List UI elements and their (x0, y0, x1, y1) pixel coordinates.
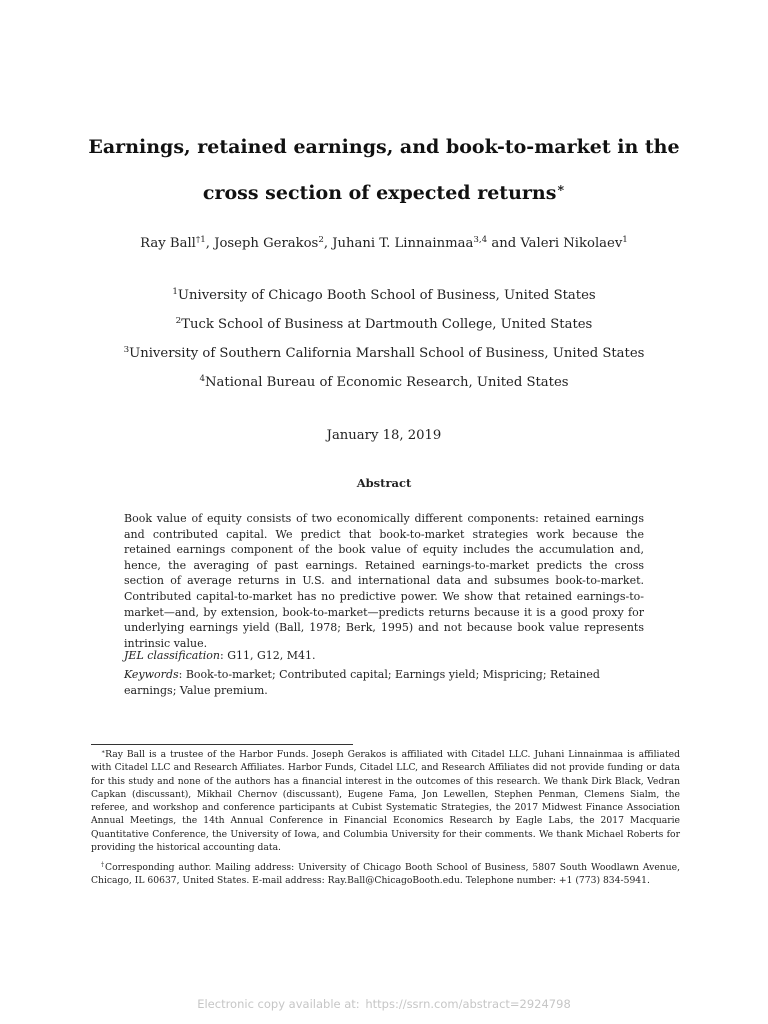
title-line-2 (60, 170, 708, 216)
jel-classification: JEL classification: G11, G12, M41. (124, 649, 316, 662)
footnote: ∗Ray Ball is a trustee of the Harbor Funds. Joseph Gerakos is affiliated with Citadel LLC. Juhani Linnainmaa is affiliated with Citadel LLC and Research Affiliates. Harbor Funds, Citadel LLC, and Research Affiliates did not provide funding or data for this study and none of the authors has a financial interest in the outcomes of this research. We thank Dirk Black, Vedran Capkan (discussant), Mikhail Chernov (discussant), Eugene Fama, Jon Lewellen, Stephen Penman, Clemens Sialm, the referee, and workshop and conference participants at Cubist Systematic Strategies, the 2017 Midwest Finance Association Annual Meetings, the 14th Annual Conference in Financial Economics Research by Eagle Labs, the 2017 Macquarie Quantitative Conference, the University of Iowa, and Columbia University for their comments. We thank Michael Roberts for providing the historical accounting data. (91, 748, 680, 854)
ssrn-footer (0, 997, 768, 1011)
author-affil-mark: 3,4 (473, 235, 488, 246)
affiliation: $^4$National Bureau of Economic Research, United States (199, 374, 569, 390)
paper-title (60, 124, 708, 216)
abstract-body: Book value of equity consists of two economically different components: retained earnings and contributed capital. We predict that book-to-market strategies work because the retained earnings component of the book value of equity includes the accumulation and, hence, the averaging of past earnings. Retained earnings-to-market predicts the cross section of average returns in U.S. and international data and subsumes book-to-market. Contributed capital-to-market has no predictive power. We show that retained earnings-to-market—and, by extension, book-to-market—predicts returns because it is a good proxy for underlying earnings yield (Ball, 1978; Berk, 1995) and not because book value represents intrinsic value. (124, 512, 644, 650)
author-list: Ray Ball$^{\dagger 1}$, Joseph Gerakos$^2$, Juhani T. Linnainmaa$^{3,4}$ and Valeri Nikolaev$^1$ (140, 235, 628, 251)
affiliation: $^3$University of Southern California Marshall School of Business, United States (123, 345, 645, 361)
author-name: Valeri Nikolaev (520, 236, 623, 251)
abstract-heading: Abstract (356, 476, 412, 490)
footer-link[interactable]: https://ssrn.com/abstract=2924798 (365, 997, 571, 1011)
title-line-2-text: cross section of expected returns (202, 182, 557, 204)
keywords: Keywords: Book-to-market; Contributed capital; Earnings yield; Mispricing; Retained earnings; Value premium. (124, 668, 600, 697)
paper-date: January 18, 2019 (326, 428, 442, 443)
title-footnote-mark: ∗ (556, 180, 566, 196)
footer-prefix: Electronic copy available at: (197, 997, 360, 1011)
affiliation-list (60, 281, 708, 397)
author-name: Joseph Gerakos (214, 236, 319, 251)
affiliation: $^1$University of Chicago Booth School of Business, United States (172, 287, 596, 303)
footnote-rule (91, 744, 353, 745)
footnote: †Corresponding author. Mailing address: University of Chicago Booth School of Business, 5807 South Woodlawn Avenue, Chicago, IL 60637, United States. E-mail address: Ray.Ball@ChicagoBooth.edu. Telephone number: +1 (773) 834-5941. (91, 861, 681, 887)
author-name: Ray Ball (140, 236, 196, 251)
author-affil-mark: 1 (622, 235, 628, 246)
affiliation: $^2$Tuck School of Business at Dartmouth College, United States (175, 316, 593, 332)
title-line-1: Earnings, retained earnings, and book-to-market in the (88, 136, 680, 158)
author-affil-mark: †1 (195, 235, 206, 246)
author-affil-mark: 2 (318, 235, 324, 246)
author-name: Juhani T. Linnainmaa (332, 236, 474, 251)
